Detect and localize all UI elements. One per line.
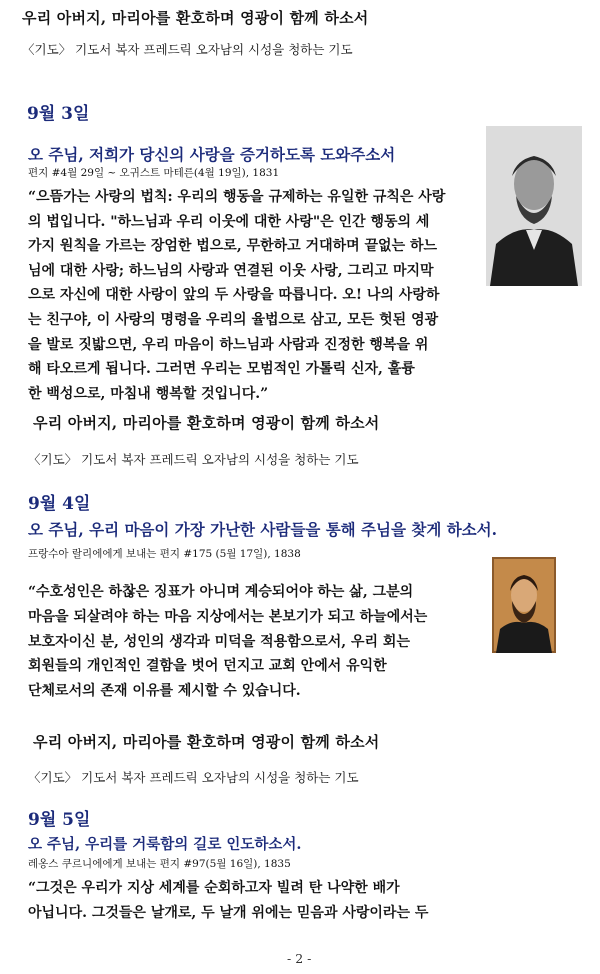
- section-source: 레옹스 쿠르니에에게 보내는 편지 #97(5월 16일), 1835: [28, 858, 291, 870]
- portrait-image: [492, 557, 556, 653]
- body-line: 마음을 되살려야 하는 마음 지상에서는 본보기가 되고 하늘에서는: [28, 608, 428, 625]
- page-number: - 2 -: [287, 951, 312, 966]
- portrait-ozanam-icon: [486, 126, 582, 286]
- body-line: 해 타오르게 됩니다. 그러면 우리는 모범적인 가톨릭 신자, 훌륭: [28, 361, 415, 378]
- section-date: 9월 3일: [27, 104, 90, 124]
- header-gido: 〈기도〉 기도서 복자 프레드릭 오자남의 시성을 청하는 기도: [22, 42, 353, 57]
- body-line: 가지 원칙을 가르는 장엄한 법으로, 무한하고 거대하며 끝없는 하느: [28, 238, 438, 255]
- section-source: 편지 #4월 29일 ~ 오귀스트 마테른(4월 19일), 1831: [28, 167, 280, 179]
- section-source: 프랑수아 랄리에에게 보내는 편지 #175 (5월 17일), 1838: [28, 548, 301, 560]
- body-line: 보호자이신 분, 성인의 생각과 미덕을 적용함으로서, 우리 회는: [28, 633, 410, 650]
- body-line: 는 친구야, 이 사랑의 명령을 우리의 율법으로 삼고, 모든 헛된 영광: [28, 311, 439, 328]
- body-line: 회원들의 개인적인 결함을 벗어 던지고 교회 안에서 유익한: [28, 658, 387, 675]
- body-line: “그것은 우리가 지상 세계를 순회하고자 빌려 탄 나약한 배가: [28, 880, 400, 896]
- body-line: “으뜸가는 사랑의 법칙: 우리의 행동을 규제하는 유일한 규칙은 사랑: [28, 189, 446, 205]
- section-title: 오 주님, 우리 마음이 가장 가난한 사람들을 통해 주님을 찾게 하소서.: [28, 520, 498, 539]
- section-gido: 〈기도〉 기도서 복자 프레드릭 오자남의 시성을 청하는 기도: [28, 452, 359, 467]
- section-body: [28, 580, 488, 704]
- header-prayer: 우리 아버지, 마리아를 환호하며 영광이 함께 하소서: [22, 9, 369, 27]
- body-line: 을 발로 짓밟으면, 우리 마음이 하느님과 사람과 진정한 행복을 위: [28, 336, 429, 353]
- body-line: “수호성인은 하찮은 징표가 아니며 계승되어야 하는 삶, 그분의: [28, 584, 414, 600]
- body-line: 님에 대한 사랑; 하느님의 사랑과 연결된 이웃 사랑, 그리고 마지막: [28, 262, 434, 279]
- section-prayer: 우리 아버지, 마리아를 환호하며 영광이 함께 하소서: [33, 733, 380, 751]
- portrait-ozanam-icon: [492, 557, 556, 653]
- body-line: 의 법입니다. "하느님과 우리 이웃에 대한 사랑"은 인간 행동의 세: [28, 213, 430, 230]
- body-line: 으로 자신에 대한 사랑이 앞의 두 사랑을 따릅니다. 오! 나의 사랑하: [28, 287, 440, 304]
- section-title: 오 주님, 우리를 거룩함의 길로 인도하소서.: [28, 836, 302, 853]
- section-title: 오 주님, 저희가 당신의 사랑을 증거하도록 도와주소서: [28, 145, 396, 164]
- section-date: 9월 4일: [28, 494, 91, 514]
- section-body: [28, 185, 481, 406]
- body-line: 아닙니다. 그것들은 날개로, 두 날개 위에는 믿음과 사랑이라는 두: [28, 904, 429, 921]
- body-line: 한 백성으로, 마침내 행복할 것입니다.”: [28, 385, 269, 402]
- section-prayer: 우리 아버지, 마리아를 환호하며 영광이 함께 하소서: [33, 414, 380, 432]
- body-line: 단체로서의 존재 이유를 제시할 수 있습니다.: [28, 683, 301, 700]
- section-date: 9월 5일: [28, 810, 91, 830]
- section-gido: 〈기도〉 기도서 복자 프레드릭 오자남의 시성을 청하는 기도: [28, 770, 359, 785]
- portrait-image: [486, 126, 582, 286]
- section-body: [28, 876, 476, 925]
